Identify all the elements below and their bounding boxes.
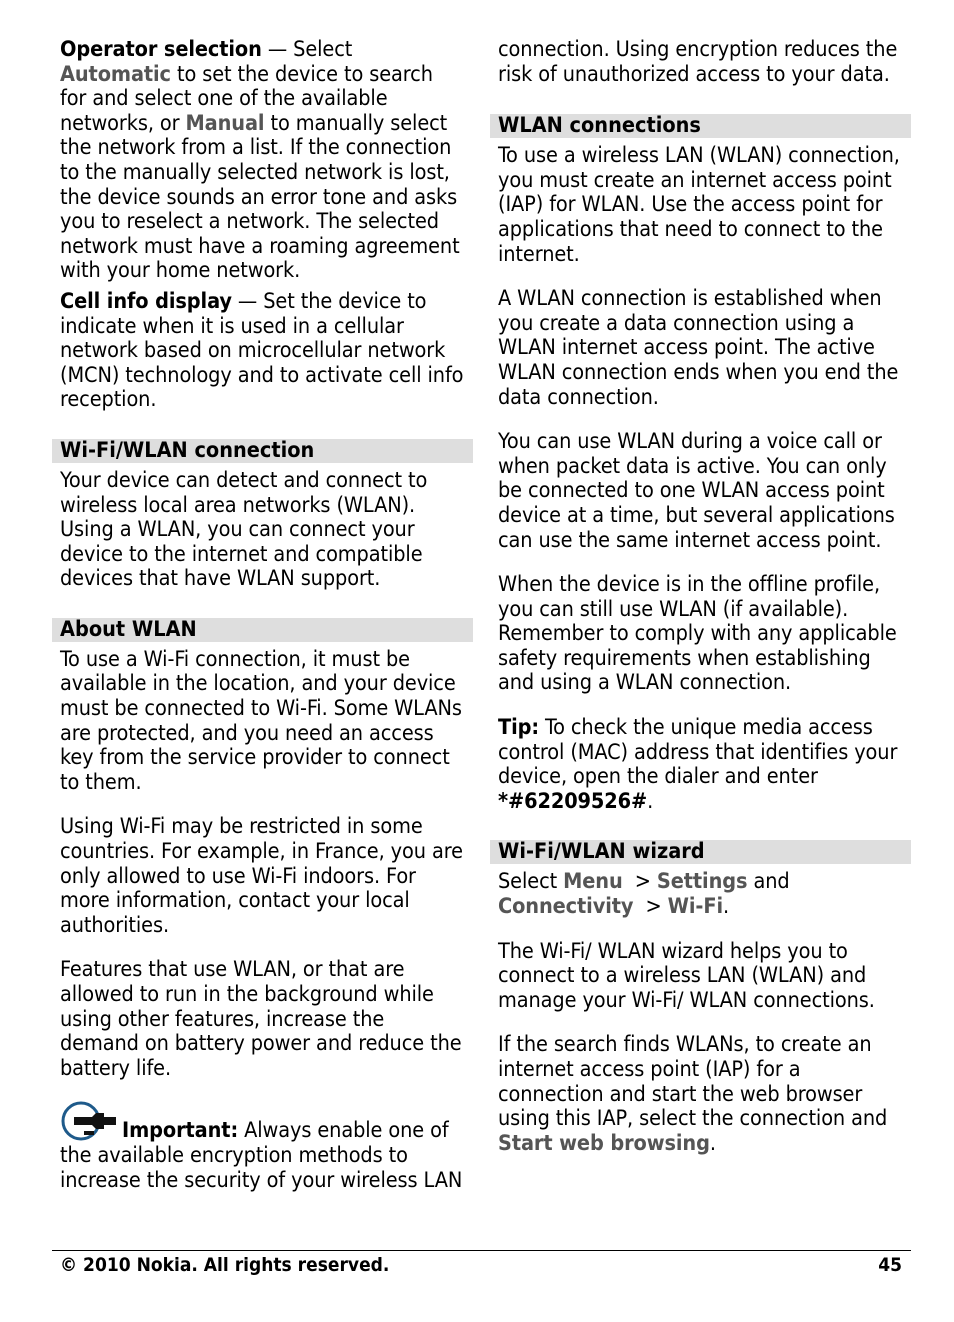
menu-path-settings: Settings	[656, 869, 748, 895]
menu-path-connectivity: Connectivity	[498, 894, 634, 920]
wifi-intro-paragraph: Your device can detect and connect to wireless local area networks (WLAN). Using a WLAN, you can connect your device to the internet and compatible devices that have WLAN support.	[60, 467, 428, 592]
important-hand-icon	[60, 1101, 120, 1141]
tip-paragraph: Tip: To check the unique media access control (MAC) address that identifies your device, open the dialer and enter *#62209526#.	[498, 715, 898, 814]
menu-path-wifi: Wi-Fi	[667, 894, 723, 920]
wizard-paragraph-1: The Wi-Fi/ WLAN wizard helps you to connect to a wireless LAN (WLAN) and manage your Wi-Fi/ WLAN connections.	[498, 938, 875, 1013]
right-column	[490, 38, 911, 1156]
wlan-connections-paragraph-2: A WLAN connection is established when you create a data connection using a WLAN internet access point. The active WLAN connection ends when you end the data connection.	[498, 286, 899, 410]
about-wlan-paragraph-1: To use a Wi-Fi connection, it must be available in the location, and your device must be connected to Wi-Fi. Some WLANs are protected, and you need an access key from the service provider to connect to them.	[60, 646, 462, 795]
start-web-browsing-option: Start web browsing	[498, 1130, 710, 1156]
about-wlan-paragraph-2: Using Wi-Fi may be restricted in some countries. For example, in France, you are only allowed to use Wi-Fi indoors. For more information, contact your local authorities.	[60, 814, 463, 938]
menu-path-menu: Menu	[563, 869, 623, 895]
wizard-menu-path: Select Menu > Settings and Connectivity > Wi-Fi.	[498, 869, 790, 920]
wlan-connections-heading: WLAN connections	[490, 114, 911, 138]
important-label: Important:	[122, 1118, 239, 1144]
wifi-wlan-connection-heading: Wi-Fi/WLAN connection	[52, 439, 473, 463]
tip-label: Tip:	[498, 715, 540, 741]
wlan-connections-paragraph-4: When the device is in the offline profile, you can still use WLAN (if available). Remember to comply with any applicable safety requirements when establishing and using a WLAN connection.	[498, 572, 897, 696]
cell-info-term: Cell info display	[60, 288, 232, 314]
wifi-wlan-wizard-heading: Wi-Fi/WLAN wizard	[490, 840, 911, 864]
cell-info-paragraph: Cell info display — Set the device to indicate when it is used in a cellular network based on microcellular network (MCN) technology and to activate cell info reception.	[60, 288, 464, 413]
operator-selection-term: Operator selection	[60, 37, 262, 62]
important-note: Important: Always enable one of the available encryption methods to increase the security of your wireless LAN	[52, 1101, 473, 1193]
footer-divider	[52, 1250, 911, 1251]
wizard-paragraph-2: If the search finds WLANs, to create an internet access point (IAP) for a connection and start the web browser using this IAP, select the connection and Start web browsing.	[498, 1032, 888, 1156]
about-wlan-heading: About WLAN	[52, 618, 473, 642]
about-wlan-paragraph-3: Features that use WLAN, or that are allowed to run in the background while using other features, increase the demand on battery power and reduce the battery life.	[60, 957, 462, 1081]
left-column	[52, 38, 473, 1193]
footer-copyright: © 2010 Nokia. All rights reserved.	[60, 1254, 390, 1276]
encryption-continued-paragraph: connection. Using encryption reduces the risk of unauthorized access to your data.	[498, 37, 898, 87]
manual-option: Manual	[185, 110, 265, 136]
operator-selection-paragraph: Operator selection — Select Automatic to set the device to search for and select one of the available networks, or Manual to manually select the network from a list. If the connection to the manually selected network is lost, the device sounds an error tone and asks you to reselect a network. The selected network must have a roaming agreement with your home network.	[60, 37, 460, 284]
automatic-option: Automatic	[60, 61, 171, 87]
wlan-connections-paragraph-3: You can use WLAN during a voice call or when packet data is active. You can only be connected to one WLAN access point device at a time, but several applications can use the same internet access point.	[498, 429, 895, 553]
wlan-connections-paragraph-1: To use a wireless LAN (WLAN) connection, you must create an internet access point (IAP) for WLAN. Use the access point for applications that need to connect to the internet.	[498, 143, 900, 267]
mac-code: *#62209526#	[498, 788, 648, 814]
page-number: 45	[878, 1254, 902, 1276]
